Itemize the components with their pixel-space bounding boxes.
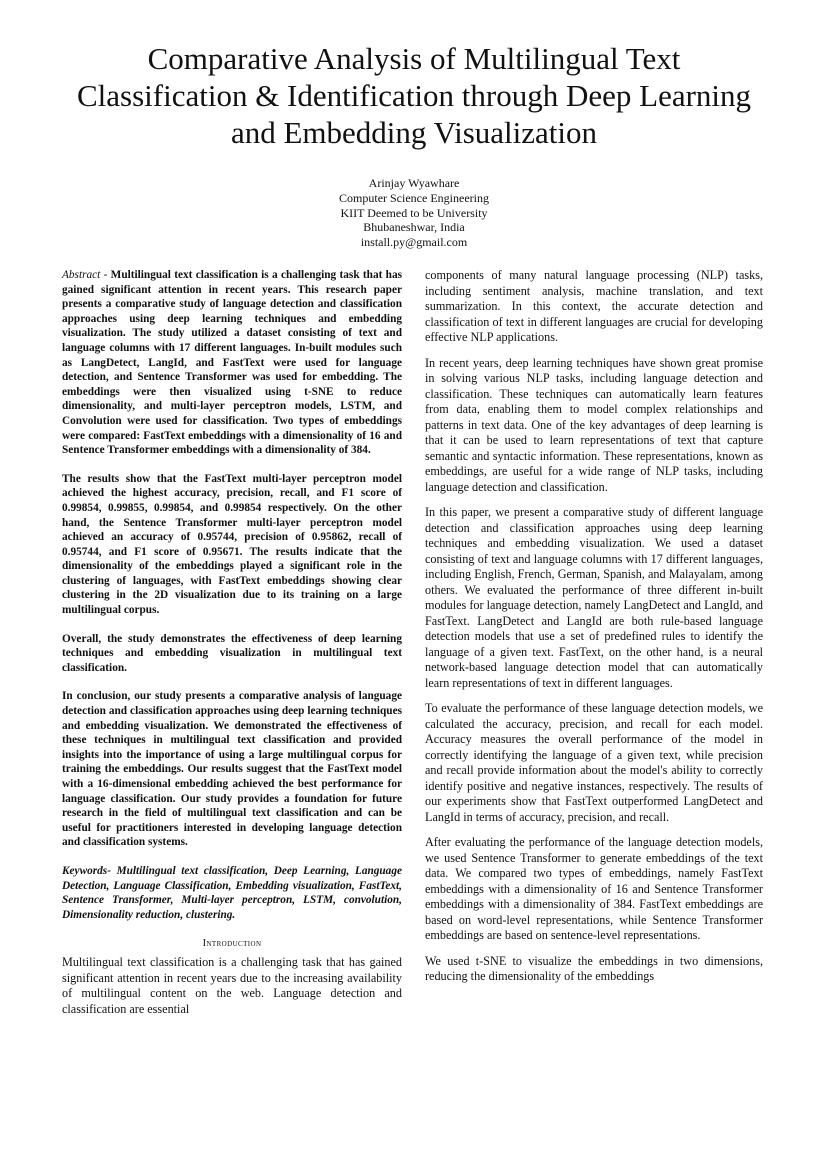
section-heading-introduction: Introduction xyxy=(202,938,262,950)
author-email: install.py@gmail.com xyxy=(360,235,468,250)
body-paragraph-1: In recent years, deep learning techniques have shown great promise in solving various NLP tasks, including language detection and classification. These techniques can automatically learn features from data, enabling them to model complex relationships and patterns in text data. One of the key advantages of deep learning is that it can be used to learn representations of text that capture semantic and syntactic information. These representations, known as embeddings, are useful for a wide range of NLP tasks, including language detection and classification. xyxy=(425,355,763,494)
body-paragraph-0: components of many natural language processing (NLP) tasks, including sentiment analysis, machine translation, and text summarization. In this context, the accurate detection and classification of text in different languages are crucial for developing effective NLP applications. xyxy=(425,268,763,344)
intro-paragraph-1: Multilingual text classification is a challenging task that has gained significant attention in recent years due to the increasing availability of multilingual content on the web. Language detection and classification are essential xyxy=(62,955,402,1016)
abstract-paragraph-1 xyxy=(62,268,402,458)
author-location: Bhubaneshwar, India xyxy=(363,220,465,235)
paper-title: Comparative Analysis of Multilingual Text Classification & Identification through Deep Learning and Embedding Visualization xyxy=(76,41,752,150)
author-name: Arinjay Wyawhare xyxy=(368,176,460,190)
abstract-text-1: Multilingual text classification is a challenging task that has gained significant attention in recent years. This research paper presents a comparative study of language detection and classification approaches using deep learning techniques and embedding visualization. The study utilized a dataset consisting of text and language columns with 17 different languages. In-built modules such as LangDetect, LangId, and FastText were used for language detection, and Sentence Transformer was used for embedding. The embeddings were then visualized using t-SNE to reduce dimensionality, and multi-layer perceptron models, LSTM, and Convolution were used for classification. Two types of embeddings were compared: FastText embeddings with a dimensionality of 16 and Sentence Transformer embeddings with a dimensionality of 384. xyxy=(62,269,402,457)
body-paragraph-3: To evaluate the performance of these language detection models, we calculated the accuracy, precision, and recall for each model. Accuracy measures the overall performance of the model in correctly identifying the language of a given text, while precision and recall provide information about the model's ability to correctly identify positive and negative instances, respectively. The results of our experiments show that FastText outperformed LangDetect and LangId in terms of accuracy, precision, and recall. xyxy=(425,701,763,824)
abstract-paragraph-3: Overall, the study demonstrates the effectiveness of deep learning techniques and embedding visualization in multilingual text classification. xyxy=(62,632,402,674)
body-paragraph-4: After evaluating the performance of the language detection models, we used Sentence Transformer to generate embeddings of the text data. We compared two types of embeddings, namely FastText embeddings with a dimensionality of 16 and Sentence Transformer embeddings with a dimensionality of 384. FastText embeddings are based on word-level representations, while Sentence Transformer embeddings are based on sentence-level representations. xyxy=(425,835,763,942)
body-paragraph-5: We used t-SNE to visualize the embeddings in two dimensions, reducing the dimensionality of the embeddings xyxy=(425,953,763,983)
right-column xyxy=(425,268,763,995)
author-department: Computer Science Engineering xyxy=(339,190,489,205)
body-paragraph-2: In this paper, we present a comparative study of different language detection and classification approaches using deep learning techniques and embedding visualization. We used a dataset consisting of text and language columns with 17 different languages, including English, French, German, Spanish, and Malayalam, among others. We evaluated the performance of three different in-built modules for language detection, namely LangDetect and LangId, and FastText. LangDetect and LangId are both rule-based language detection models that use a set of predefined rules to identify the language of a given text. FastText, on the other hand, is a neural network-based language detection model that can automatically learn representations of text in different languages. xyxy=(425,505,763,690)
keywords: Keywords- Multilingual text classification, Deep Learning, Language Detection, Language Classification, Embedding visualization, FastText, Sentence Transformer, Multi-layer perceptron, LSTM, convolution, Dimensionality reduction, clustering. xyxy=(62,864,402,921)
abstract-lead: Abstract - xyxy=(62,269,108,281)
author-university: KIIT Deemed to be University xyxy=(340,205,488,220)
left-column xyxy=(62,268,402,1027)
abstract-paragraph-4: In conclusion, our study presents a comparative analysis of language detection and classification approaches using deep learning techniques and embedding visualization. We demonstrated the effectiveness of these techniques in multilingual text classification and provided insights into the importance of using a large multilingual corpus for training the embeddings. Our results suggest that the FastText model with a 16-dimensional embedding achieved the best performance for language classification. Our study provides a foundation for future research in the field of multilingual text classification and can be useful for practitioners interested in developing language detection and classification systems. xyxy=(62,690,402,849)
author-block xyxy=(214,176,614,250)
abstract-paragraph-2: The results show that the FastText multi-layer perceptron model achieved the highest accuracy, precision, recall, and F1 score of 0.99854, 0.99855, 0.99854, and 0.99854 respectively. On the other hand, the Sentence Transformer multi-layer perceptron model achieved an accuracy of 0.95744, precision of 0.95862, recall of 0.95744, and F1 score of 0.95671. The results indicate that the dimensionality of the embeddings played a significant role in the clustering of languages, with FastText embeddings showing clear clustering in the 2D visualization due to its training on a large multilingual corpus. xyxy=(62,472,402,617)
